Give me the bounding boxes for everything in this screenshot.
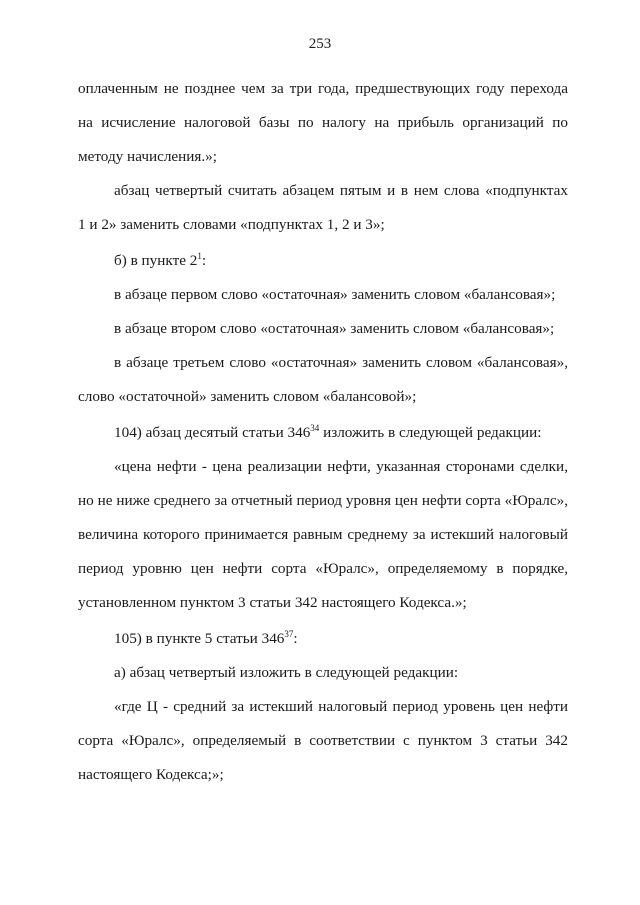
text-line: в абзаце втором слово «остаточная» заменить словом «балансовая»; (114, 320, 555, 337)
text-segment: 104) абзац десятый статьи 346 (114, 424, 311, 441)
text-line (114, 252, 604, 270)
superscript: 1 (197, 251, 202, 261)
text-line: период уровню цен нефти сорта «Юралс», определяемому в порядке, (78, 560, 568, 577)
text-line: «цена нефти - цена реализации нефти, указанная сторонами сделки, (114, 458, 568, 475)
text-line (114, 630, 604, 648)
text-line: слово «остаточной» заменить словом «балансовой»; (78, 388, 417, 405)
text-line: 1 и 2» заменить словами «подпунктах 1, 2 и 3»; (78, 216, 385, 233)
text-segment: 105) в пункте 5 статьи 346 (114, 630, 285, 647)
text-line: настоящего Кодекса;»; (78, 766, 224, 783)
text-segment: : (201, 252, 207, 269)
text-line (114, 424, 604, 442)
text-segment: б) в пункте 2 (114, 252, 198, 269)
text-line: «где Ц - средний за истекший налоговый период уровень цен нефти (114, 698, 568, 715)
text-line: сорта «Юралс», определяемый в соответствии с пунктом 3 статьи 342 (78, 732, 568, 749)
text-line: но не ниже среднего за отчетный период уровня цен нефти сорта «Юралс», (78, 492, 568, 509)
text-line: методу начисления.»; (78, 148, 218, 165)
text-line: оплаченным не позднее чем за три года, предшествующих году перехода (78, 80, 568, 97)
text-line: на исчисление налоговой базы по налогу на прибыль организаций по (78, 114, 568, 131)
superscript: 34 (310, 423, 320, 433)
text-segment: изложить в следующей редакции: (319, 424, 542, 441)
text-line: а) абзац четвертый изложить в следующей редакции: (114, 664, 459, 681)
page-number: 253 (308, 36, 332, 52)
text-line: величина которого принимается равным среднему за истекший налоговый (78, 526, 568, 543)
superscript: 37 (284, 629, 294, 639)
text-line: в абзаце первом слово «остаточная» заменить словом «балансовая»; (114, 286, 556, 303)
text-line: в абзаце третьем слово «остаточная» заменить словом «балансовая», (114, 354, 568, 371)
text-line: абзац четвертый считать абзацем пятым и в нем слова «подпунктах (114, 182, 568, 199)
text-segment: : (293, 630, 298, 647)
text-line: установленном пунктом 3 статьи 342 настоящего Кодекса.»; (78, 594, 467, 611)
